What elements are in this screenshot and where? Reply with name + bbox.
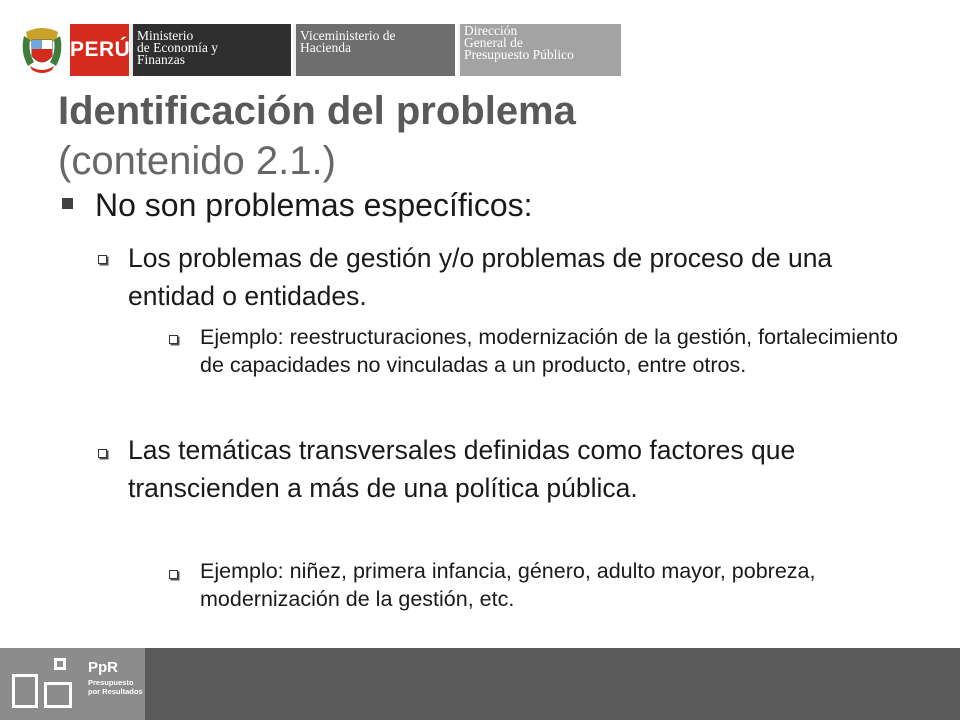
checkbox-bullet-icon — [169, 335, 178, 344]
sub-bullet-2-example: Ejemplo: niñez, primera infancia, género, adulto mayor, pobreza, modernización de la gestión, etc. — [200, 559, 816, 611]
peru-label: PERÚ — [70, 24, 129, 76]
ppr-logo-title: PpR — [88, 659, 118, 676]
sub-bullet-1: Los problemas de gestión y/o problemas de proceso de una entidad o entidades. — [128, 243, 833, 311]
checkbox-bullet-icon — [98, 255, 107, 264]
sub-bullet-1-example: Ejemplo: reestructuraciones, modernización de la gestión, fortalecimiento de capacidades no vinculadas a un producto, entre otros. — [200, 325, 898, 377]
ppr-logo-subtitle-line2: por Resultados — [88, 687, 143, 696]
slide-title-line2: (contenido 2.1.) — [58, 139, 336, 183]
org-viceministerio-line2: Hacienda — [300, 40, 351, 55]
slide-title-line1: Identificación del problema — [58, 89, 576, 133]
ppr-logo-subtitle — [88, 678, 143, 696]
org-direccion-line2: General de — [464, 35, 523, 50]
org-viceministerio-line1: Viceministerio de — [300, 28, 396, 43]
org-ministerio-line2: de Economía y — [137, 40, 218, 55]
checkbox-bullet-icon — [98, 449, 107, 458]
square-bullet-icon — [62, 198, 73, 209]
footer-bar — [0, 648, 960, 720]
checkbox-bullet-icon — [169, 570, 178, 579]
ppr-squares-icon — [0, 648, 145, 720]
ppr-logo-subtitle-line1: Presupuesto — [88, 678, 134, 687]
sub-bullet-2: Las temáticas transversales definidas como factores que transcienden a más de una política pública. — [128, 435, 796, 503]
bullet-main: No son problemas específicos: — [95, 187, 533, 223]
org-direccion-line1: Dirección — [464, 23, 518, 38]
org-direccion-line3: Presupuesto Público — [464, 47, 574, 62]
org-ministerio-line3: Finanzas — [137, 52, 185, 67]
org-ministerio-line1: Ministerio — [137, 28, 194, 43]
